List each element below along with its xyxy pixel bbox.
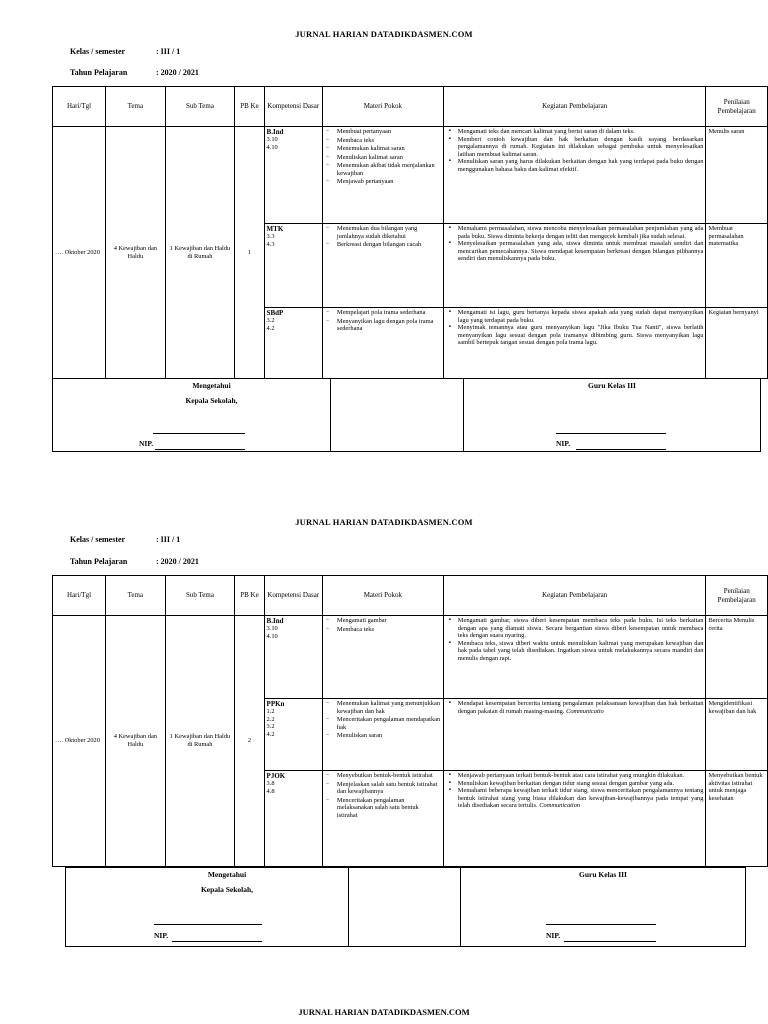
kd-item: 4.10 (266, 143, 278, 151)
sign-left-line2: Kepala Sekolah, (200, 885, 254, 894)
header-row (53, 87, 768, 127)
subject-name: SBdP (266, 309, 284, 317)
kelas-label: Kelas / semester (70, 47, 126, 56)
tahun-row (70, 68, 199, 77)
kd-item: 3.2 (266, 317, 275, 325)
materi-item: − Menemukan akibat tidak menjalankan kewajiban (337, 162, 441, 177)
journal-title: JURNAL HARIAN DATADIKDASMEN.COM (298, 1007, 470, 1017)
penilaian-cell: Menyebutkan bentuk aktivitas istirahat untuk menjaga kesehatan (706, 771, 768, 867)
nip-line (576, 449, 666, 450)
kd-item: 3.10 (266, 625, 278, 633)
nip-line (172, 941, 262, 942)
kelas-label: Kelas / semester (70, 535, 126, 544)
kd-item: 3.10 (266, 136, 278, 144)
tahun-label: Tahun Pelajaran (70, 68, 128, 77)
materi-item: − Membaca teks (337, 137, 441, 145)
kd-cell (264, 699, 322, 771)
penilaian-cell: Bercerita Menulis cerita (706, 616, 768, 699)
table-row (53, 616, 768, 699)
journal-table (52, 575, 768, 867)
materi-cell (322, 224, 443, 308)
materi-item: − Menemukan kalimat saran (337, 145, 441, 153)
kd-cell (264, 224, 322, 308)
materi-cell (322, 127, 443, 224)
header-kd: Kompetensi Dasar (264, 87, 322, 127)
materi-item: − Berkreasi dengan bilangan cacah (337, 241, 441, 249)
kegiatan-item: ▪ Menuliskan saran yang harus dilakukan berkaitan dengan hak yang terdapat pada buku dengan menggunakan bahasa baku dan kalimat efektif. (458, 158, 704, 173)
materi-item: − Menuliskan saran (337, 732, 441, 740)
header-kegiatan: Kegiatan Pembelajaran (443, 576, 706, 616)
kegiatan-item: ▪ Menyelesaikan permasalahan yang ada, siswa diminta untuk membuat masalah sendiri dan mencarikan pemecahannya. Siswa mendapat kesempatan berkreasi dengan bilangan pilihannya sendiri dan menuliskannya pada buku. (458, 240, 704, 263)
signature-left (66, 868, 349, 947)
kd-cell (264, 127, 322, 224)
tahun-value: : 2020 / 2021 (156, 68, 199, 77)
sign-left-line1: Mengetahui (192, 381, 231, 390)
kegiatan-cell (443, 308, 706, 379)
materi-item: − Menceritakan pengalaman mendapatkan hak (337, 716, 441, 731)
materi-cell (322, 616, 443, 699)
materi-item: − Menjawab pertanyaan (337, 178, 441, 186)
kd-cell (264, 616, 322, 699)
kegiatan-item: ▪ Mengamati isi lagu, guru bertanya kepada siswa apakah ada yang sudah dapat menyanyikan lagu yang terdapat pada buku. (458, 309, 704, 324)
header-penilaian: Penilaian Pembelajaran (706, 87, 768, 127)
sign-left-line1: Mengetahui (207, 870, 247, 879)
nip-line (564, 941, 656, 942)
header-hari: Hari/Tgl (53, 576, 106, 616)
sign-right-line1: Guru Kelas III (579, 870, 627, 879)
header-materi: Materi Pokok (322, 576, 443, 616)
nip-left: NIP. (139, 439, 154, 448)
subtema-cell: 1 Kewajiban dan Haldu di Rumah (165, 127, 235, 379)
kd-item: 4.3 (266, 240, 275, 248)
subject-name: MTK (266, 225, 284, 233)
nip-right: NIP. (546, 931, 561, 940)
header-kd: Kompetensi Dasar (264, 576, 322, 616)
sign-left-line2: Kepala Sekolah, (185, 396, 238, 405)
kegiatan-item: ▪ Mengamati teks dan mencari kalimat yang berisi saran di dalam teks. (458, 128, 704, 136)
kegiatan-item: ▪ Mengamati gambar, siswa diberi kesempatan membaca teks pada buku. Isi teks berkaitan dengan apa yang diamati siswa. Secara bergantian siswa diberi kesempatan untuk membaca teks dengan suara nyaring. (458, 617, 704, 640)
penilaian-cell: Membuat permasalahan matematika (706, 224, 768, 308)
tahun-label: Tahun Pelajaran (70, 557, 128, 566)
kd-item: 2.2 (266, 715, 275, 723)
tahun-row (70, 557, 199, 566)
kegiatan-item: ▪ Menyimak temannya atau guru menyanyikan lagu "Jika Ibuku Tua Nanti", siswa berlatih menyanyikan lagu sesuai dengan pola iramanya dibimbing guru. Siswa menyanyikan lagu sambil bertepuk tangan sesuai dengan pola irama lagu. (458, 324, 704, 347)
journal-title: JURNAL HARIAN DATADIKDASMEN.COM (295, 29, 473, 39)
materi-item: − Menceritakan pengalaman melaksanakan salah satu bentuk istirahat (337, 797, 441, 820)
materi-item: − Menemukan dua bilangan yang jumlahnya sudah diketahui (337, 225, 441, 240)
header-subtema: Sub Tema (165, 87, 235, 127)
journal-table (52, 86, 768, 379)
kd-item: 4.2 (266, 730, 275, 738)
signature-line (153, 433, 245, 434)
materi-item: − Mempelajari pola irama sederhana (337, 309, 441, 317)
materi-item: − Menyanyikan lagu dengan pola irama sederhana (337, 318, 441, 333)
header-materi: Materi Pokok (322, 87, 443, 127)
hari-cell: …. Oktober 2020 (53, 616, 106, 867)
kd-item: 3.3 (266, 233, 275, 241)
signature-middle (331, 379, 464, 452)
kegiatan-item: ▪ Menjawab pertanyaan terkait bentuk-bentuk atau cara istirahat yang mungkin dilakukan. (458, 772, 704, 780)
nip-line (155, 449, 245, 450)
penilaian-cell: Kegiatan bernyanyi (706, 308, 768, 379)
pb-cell: 1 (235, 127, 264, 379)
materi-cell (322, 771, 443, 867)
kd-cell (264, 308, 322, 379)
signature-right (464, 379, 761, 452)
signature-line (546, 924, 656, 925)
kelas-row (70, 535, 180, 544)
header-tema: Tema (106, 87, 165, 127)
kegiatan-item: ▪ Mendapat kesempatan bercerita tentang pengalaman pelaksanaan kewajiban dan hak berkaitan dengan pakaian di rumah masing-masing. Communicatio (458, 700, 704, 715)
kd-item: 4.10 (266, 632, 278, 640)
tema-cell: 4 Kewajiban dan Haldu (106, 127, 165, 379)
materi-cell (322, 699, 443, 771)
penilaian-cell: Menulis saran (706, 127, 768, 224)
header-pb: PB Ke (235, 576, 264, 616)
header-hari: Hari/Tgl (53, 87, 106, 127)
hari-cell: …. Oktober 2020 (53, 127, 106, 379)
nip-right: NIP. (556, 439, 571, 448)
kegiatan-cell (443, 224, 706, 308)
kd-item: 4.8 (266, 787, 275, 795)
kd-item: 1.2 (266, 708, 275, 716)
penilaian-cell: Mengidentifikasi kewajiban dan hak (706, 699, 768, 771)
kegiatan-item: ▪ Menuliskan kewajiban berkaitan dengan tidur siang sesuai dengan gambar yang ada. (458, 780, 704, 788)
kegiatan-item: ▪ Memahami permasalahan, siswa mencoba menyelesaikan permasalahan penjumlahan yang ada pada buku. Siswa diminta bekerja dengan teliti dan mengecek kembali jika sudah selesai. (458, 225, 704, 240)
kelas-row (70, 47, 180, 56)
kegiatan-cell (443, 699, 706, 771)
header-row (53, 576, 768, 616)
communication-tag: Communication (539, 802, 581, 810)
kegiatan-item: ▪ Memberi contoh kewajiban dan hak berkaitan dengan kasih sayang berdasarkan pengalamannya di rumah. Kegiatan ini dilakukan sebagai pembuka untuk menyelesaikan latihan membuat kalimat saran. (458, 136, 704, 159)
kd-cell (264, 771, 322, 867)
materi-item: − Menyebutkan bentuk-bentuk istirahat (337, 772, 441, 780)
header-subtema: Sub Tema (165, 576, 235, 616)
kelas-value: : III / 1 (156, 535, 181, 544)
kd-item: 3.8 (266, 780, 275, 788)
kegiatan-cell (443, 616, 706, 699)
signature-left (53, 379, 331, 452)
kegiatan-item: ▪ Membaca teks, siswa diberi waktu untuk menuliskan kalimat yang merupakan kewajiban dan hak pada tabel yang telah disediakan. Ingatkan siswa untuk melakukannya secara mandiri dan menulis dengan rapi. (458, 640, 704, 663)
signature-line (154, 924, 262, 925)
pb-cell: 2 (235, 616, 264, 867)
header-tema: Tema (106, 576, 165, 616)
header-pb: PB Ke (235, 87, 264, 127)
materi-item: − Menemukan kalimat yang menunjukkan kewajiban dan hak (337, 700, 441, 715)
header-penilaian: Penilaian Pembelajaran (706, 576, 768, 616)
materi-item: − Membaca teks (337, 626, 441, 634)
kegiatan-item: ▪ Memahami beberapa kewajiban terkait tidur siang, siswa menceritakan pengalamannya tentang bentuk istirahat siang yang biasa dilakukan dan kewajiban-kewajibannya pada tempat yang telah disediakan secara tertulis. Communication (458, 787, 704, 810)
materi-item: − Menjelaskan salah satu bentuk istirahat dan kewajibannya (337, 781, 441, 796)
kd-item: 4.2 (266, 324, 275, 332)
header-kegiatan: Kegiatan Pembelajaran (443, 87, 706, 127)
table-row (53, 127, 768, 224)
signature-table (65, 867, 746, 947)
materi-item: − Menuliskan kalimat saran (337, 154, 441, 162)
nip-left: NIP. (154, 931, 169, 940)
kegiatan-cell (443, 127, 706, 224)
subject-name: B.Ind (266, 128, 284, 136)
signature-line (556, 433, 666, 434)
tahun-value: : 2020 / 2021 (156, 557, 199, 566)
materi-cell (322, 308, 443, 379)
kelas-value: : III / 1 (156, 47, 181, 56)
subtema-cell: 1 Kewajiban dan Haldu di Rumah (165, 616, 235, 867)
journal-title: JURNAL HARIAN DATADIKDASMEN.COM (295, 517, 473, 527)
signature-table (52, 378, 761, 452)
tema-cell: 4 Kewajiban dan Haldu (106, 616, 165, 867)
kd-item: 3.2 (266, 723, 275, 731)
signature-middle (349, 868, 461, 947)
materi-item: − Mengamati gambar (337, 617, 441, 625)
signature-right (461, 868, 746, 947)
communication-tag: Communicatio (566, 707, 604, 715)
subject-name: B.Ind (266, 617, 284, 625)
subject-name: PPKn (266, 700, 285, 708)
subject-name: PJOK (266, 772, 286, 780)
materi-item: − Membuat pertanyaan (337, 128, 441, 136)
sign-right-line1: Guru Kelas III (588, 381, 636, 390)
kegiatan-cell (443, 771, 706, 867)
